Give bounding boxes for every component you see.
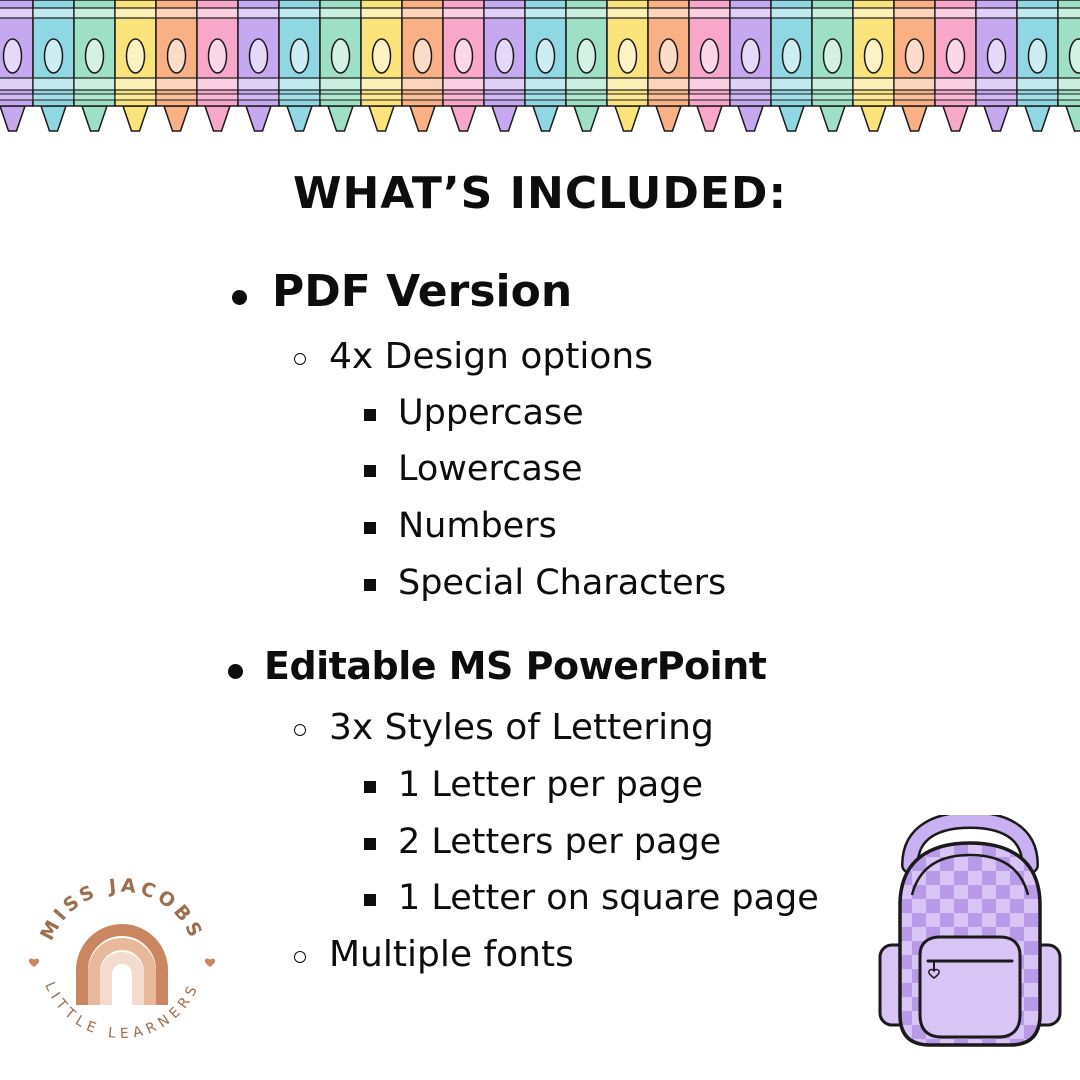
bullet-square xyxy=(364,465,376,477)
bullet-square xyxy=(364,838,376,850)
subitem-design-options: 4x Design options xyxy=(329,336,653,377)
bullet-square xyxy=(364,579,376,591)
crayon-icon xyxy=(361,0,402,131)
crayon-icon xyxy=(1058,0,1080,131)
bullet-circle xyxy=(294,353,306,365)
heart-icon xyxy=(29,959,39,967)
list-item: 1 Letter on square page xyxy=(398,878,819,918)
crayon-border xyxy=(0,0,1080,140)
crayon-icon xyxy=(443,0,484,131)
bullet-circle xyxy=(294,951,306,963)
crayon-icon xyxy=(607,0,648,131)
crayon-icon xyxy=(238,0,279,131)
crayon-icon xyxy=(115,0,156,131)
crayon-icon xyxy=(812,0,853,131)
heart-icon xyxy=(205,959,215,967)
bullet-disc xyxy=(228,664,243,679)
list-item: 2 Letters per page xyxy=(398,822,722,862)
crayon-icon xyxy=(648,0,689,131)
crayon-icon xyxy=(976,0,1017,131)
rainbow-logo xyxy=(22,860,222,1060)
list-item: Lowercase xyxy=(398,449,583,489)
page-title: WHAT’S INCLUDED: xyxy=(292,168,788,219)
bullet-square xyxy=(364,522,376,534)
crayon-icon xyxy=(197,0,238,131)
list-item: 1 Letter per page xyxy=(398,765,703,805)
crayon-icon xyxy=(74,0,115,131)
crayon-icon xyxy=(935,0,976,131)
logo-bottom-text: LITTLE LEARNERS xyxy=(41,979,203,1043)
crayon-icon xyxy=(1017,0,1058,131)
logo-top-text: MISS JACOBS xyxy=(36,874,208,944)
section-editable-powerpoint: Editable MS PowerPoint xyxy=(264,644,767,688)
rainbow-icon xyxy=(82,930,162,1005)
bullet-square xyxy=(364,409,376,421)
subitem-multiple-fonts: Multiple fonts xyxy=(329,934,574,975)
crayon-icon xyxy=(320,0,361,131)
crayon-icon xyxy=(484,0,525,131)
crayon-icon xyxy=(771,0,812,131)
list-item: Uppercase xyxy=(398,393,584,433)
crayon-icon xyxy=(402,0,443,131)
crayon-icon xyxy=(525,0,566,131)
bullet-circle xyxy=(294,724,306,736)
section-pdf-version: PDF Version xyxy=(272,266,573,317)
subitem-styles-of-lettering: 3x Styles of Lettering xyxy=(329,707,714,748)
crayon-icon xyxy=(33,0,74,131)
bullet-square xyxy=(364,781,376,793)
crayon-icon xyxy=(730,0,771,131)
list-item: Special Characters xyxy=(398,563,727,603)
crayon-icon xyxy=(0,0,33,131)
crayon-icon xyxy=(853,0,894,131)
list-item: Numbers xyxy=(398,506,557,546)
crayon-icon xyxy=(894,0,935,131)
bullet-disc xyxy=(232,290,247,305)
backpack-icon xyxy=(870,815,1070,1055)
crayon-icon xyxy=(156,0,197,131)
crayon-icon xyxy=(279,0,320,131)
crayon-icon xyxy=(566,0,607,131)
bullet-square xyxy=(364,894,376,906)
crayon-icon xyxy=(689,0,730,131)
